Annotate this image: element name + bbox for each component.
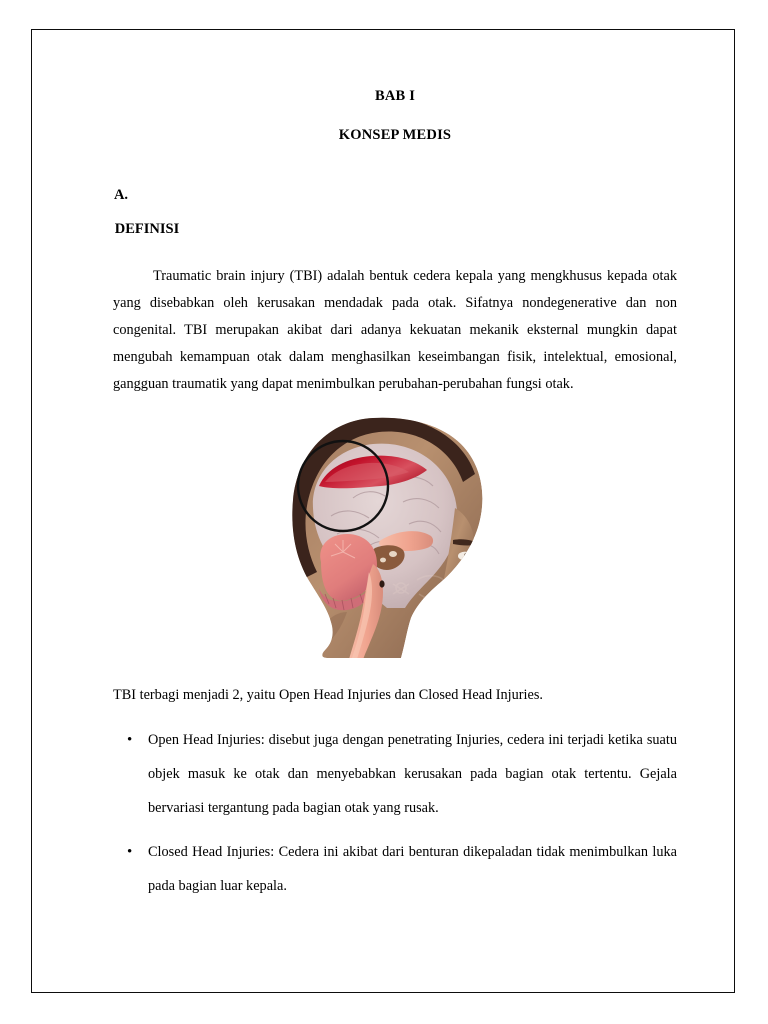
brain-injury-illustration — [277, 412, 513, 670]
list-item — [113, 835, 677, 903]
list-item — [113, 723, 677, 825]
definition-paragraph: Traumatic brain injury (TBI) adalah bentuk cedera kepala yang mengkhusus kepada otak yang disebabkan oleh kerusakan mendadak pada otak. Sifatnya nondegenerative dan non congenital. TBI merupakan akibat dari adanya kekuatan mekanik eksternal mungkin dapat mengubah kemampuan otak dalam menghasilkan keseimbangan fisik, intelektual, emosional, gangguan traumatik yang dapat menimbulkan perubahan-perubahan fungsi otak. — [113, 268, 677, 392]
list-item-text: Closed Head Injuries: Cedera ini akibat dari benturan dikepaladan tidak menimbulkan luka pada bagian luar kepala. — [148, 844, 677, 894]
section-heading-definisi — [93, 170, 657, 255]
midbrain-nucleus — [389, 551, 397, 557]
injury-type-list — [113, 723, 677, 903]
bullet-marker: • — [127, 844, 133, 860]
midbrain-nucleus-2 — [380, 558, 386, 563]
list-item-text: Open Head Injuries: disebut juga dengan penetrating Injuries, cedera ini terjadi ketika suatu objek masuk ke otak dan menyebabkan kerusakan pada bagian otak tertentu. Gejala bervariasi tergantung pada bagian otak yang rusak. — [148, 732, 677, 816]
subject-heading: KONSEP MEDIS — [338, 127, 452, 143]
section-spacer — [115, 204, 122, 220]
chapter-heading: BAB I — [374, 88, 416, 104]
section-marker: A. — [113, 187, 129, 203]
brainstem-foramen — [379, 580, 384, 587]
bullet-marker: • — [127, 732, 133, 748]
figure-block — [113, 412, 677, 670]
classification-intro-paragraph: TBI terbagi menjadi 2, yaitu Open Head Injuries dan Closed Head Injuries. — [113, 687, 543, 703]
document-content — [113, 29, 677, 903]
section-label: DEFINISI — [114, 221, 180, 237]
